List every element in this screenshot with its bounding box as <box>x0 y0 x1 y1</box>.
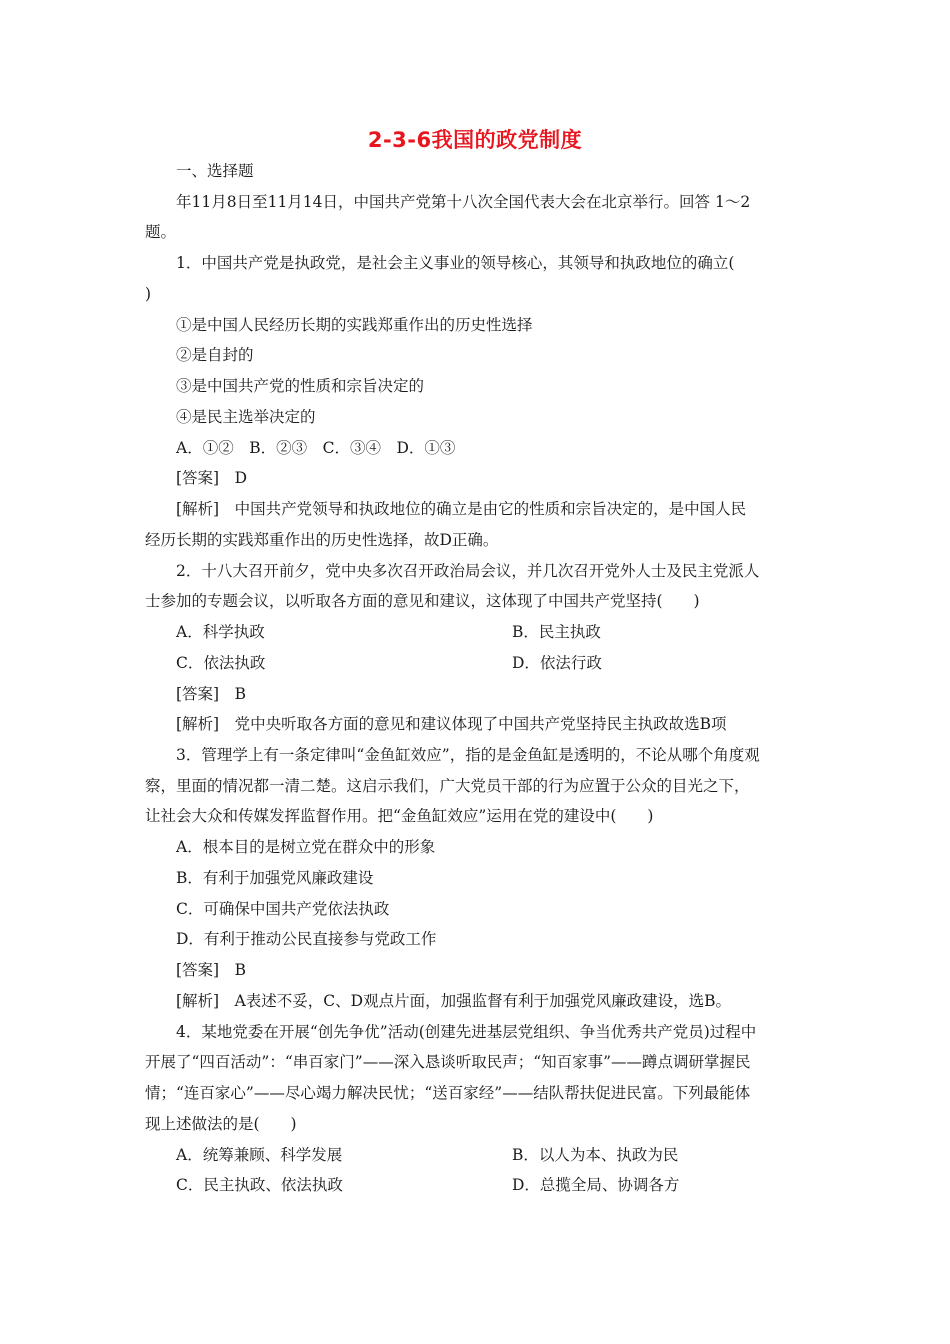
q1-analysis-line-2: 经历长期的实践郑重作出的历史性选择，故D正确。 <box>145 531 499 549</box>
q3-stem-line-2: 察，里面的情况都一清二楚。这启示我们，广大党员干部的行为应置于公众的目光之下， <box>145 777 750 795</box>
q2-stem-line-2: 士参加的专题会议，以听取各方面的意见和建议，这体现了中国共产党坚持( ) <box>145 592 700 610</box>
intro-line-1: 年11月8日至11月14日，中国共产党第十八次全国代表大会在北京举行。回答 1～2 <box>176 193 751 211</box>
q1-stem-line-2: ) <box>145 285 152 303</box>
q2-option-a: A．科学执政 <box>176 623 265 641</box>
q4-option-b: B．以人为本、执政为民 <box>512 1146 679 1164</box>
q1-item-1: ①是中国人民经历长期的实践郑重作出的历史性选择 <box>176 316 533 334</box>
q3-analysis: [解析] A表述不妥，C、D观点片面，加强监督有利于加强党风廉政建设，选B。 <box>176 992 731 1010</box>
q4-option-c: C．民主执政、依法执政 <box>176 1176 343 1194</box>
q3-option-a: A．根本目的是树立党在群众中的形象 <box>176 838 436 856</box>
q4-option-a: A．统筹兼顾、科学发展 <box>176 1146 343 1164</box>
intro-line-2: 题。 <box>145 223 177 241</box>
q3-option-d: D．有利于推动公民直接参与党政工作 <box>176 930 437 948</box>
q2-option-d: D．依法行政 <box>512 654 602 672</box>
q3-answer: [答案] B <box>176 961 246 979</box>
q1-item-2: ②是自封的 <box>176 346 254 364</box>
q1-answer: [答案] D <box>176 469 248 487</box>
q3-stem-line-1: 3．管理学上有一条定律叫“金鱼缸效应”，指的是金鱼缸是透明的，不论从哪个角度观 <box>176 746 760 764</box>
q2-option-b: B．民主执政 <box>512 623 601 641</box>
q2-option-c: C．依法执政 <box>176 654 266 672</box>
q2-analysis: [解析] 党中央听取各方面的意见和建议体现了中国共产党坚持民主执政故选B项 <box>176 715 727 733</box>
q3-option-c: C．可确保中国共产党依法执政 <box>176 900 390 918</box>
q1-item-3: ③是中国共产党的性质和宗旨决定的 <box>176 377 425 395</box>
q3-stem-line-3: 让社会大众和传媒发挥监督作用。把“金鱼缸效应”运用在党的建设中( ) <box>145 807 654 825</box>
q1-item-4: ④是民主选举决定的 <box>176 408 316 426</box>
q1-stem-line-1: 1．中国共产党是执政党，是社会主义事业的领导核心，其领导和执政地位的确立( <box>176 254 735 272</box>
q2-stem-line-1: 2．十八大召开前夕，党中央多次召开政治局会议，并几次召开党外人士及民主党派人 <box>176 562 760 580</box>
q4-option-d: D．总揽全局、协调各方 <box>512 1176 680 1194</box>
q1-options: A．①② B．②③ C．③④ D．①③ <box>176 439 456 457</box>
q4-stem-line-1: 4．某地党委在开展“创先争优”活动(创建先进基层党组织、争当优秀共产党员)过程中 <box>176 1023 757 1041</box>
q3-option-b: B．有利于加强党风廉政建设 <box>176 869 374 887</box>
page-title: 2-3-6我国的政党制度 <box>367 128 583 152</box>
q4-stem-line-3: 情；“连百家心”——尽心竭力解决民忧；“送百家经”——结队帮扶促进民富。下列最能体 <box>145 1084 751 1102</box>
section-heading: 一、选择题 <box>176 162 254 180</box>
q4-stem-line-2: 开展了“四百活动”：“串百家门”——深入恳谈听取民声；“知百家事”——蹲点调研掌握民 <box>145 1053 751 1071</box>
q1-analysis-line-1: [解析] 中国共产党领导和执政地位的确立是由它的性质和宗旨决定的，是中国人民 <box>176 500 747 518</box>
q4-stem-line-4: 现上述做法的是( ) <box>145 1115 297 1133</box>
q2-answer: [答案] B <box>176 685 246 703</box>
